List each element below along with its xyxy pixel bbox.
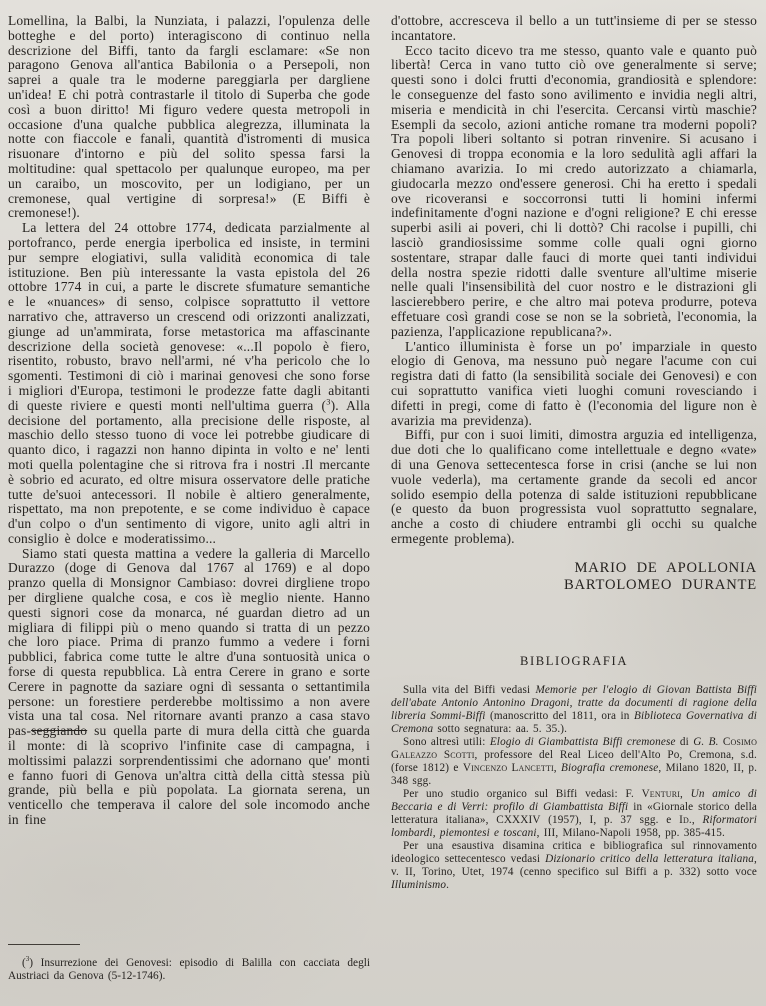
- paragraph: Ecco tacito dicevo tra me stesso, quanto vale e quanto può libertà! Cerca in vano tutto ciò ove generalmente si serve; questi sono i dolci frutti d'economia, grandiosità e splendore: le conseguenze del fasto sono avilimento e invidia negli altri, miseria e mendicità in chi l'esercita. Cercansi virtù maschie? Esempli da secolo, azioni antiche romane tra moderni popoli? Tra popoli liberi soltanto si potran rinvenire. Si acusano i Genovesi di troppa economia e la loro sedulità agli affari la chiamano avarizia. Io mi credo autorizzato a chiamarla, giudocarla mezzo ond'essere generosi. Chi ha eretto i spedali ove ricoveransi e soccorronsi tutti li homini infermi indefinitamente d'ogni nazione e d'ogni religione? E chi eresse superbi asili ai poveri, chi li dottò? Chi racolse i pupilli, chi lasciò grandiosissime somme colle quali ogni giorno sostentare, strapar dalle fauci di morte quei tanti individui della nostra spezie ridotti dalle sventure all'ultime miserie nelle quali l'insensibilità del cuor nostro e le distrazioni gli lascierebbero perire, e che altro mai poteva produrre, poteva effetuare così grandi cose se non se la sobrietà, l'economia, la pazienza, l'applicazione republicana?».: [391, 42, 757, 339]
- left-text-column: [8, 14, 370, 828]
- footnote-divider: [8, 944, 80, 945]
- bibliography-list: [391, 684, 757, 892]
- bibliography-heading: BIBLIOGRAFIA: [519, 653, 629, 668]
- paragraph: Siamo stati questa mattina a vedere la galleria di Marcello Durazzo (doge di Genova dal 1767 al 1769) e al dopo pranzo quella di Monsignor Cambiaso: dovrei dirgliene tropo per dirgliene qualche cosa, e cos ìè meglio niente. Hanno questi signori cose da monarca, né guardan dietro ad un migliara di filippi più o meno quando si tratta di un pezzo che loro piace. Prima di pranzo fummo a vedere i forni pubblici, fabrica come tutte le altre d'una sontuosità unica o forse di questa repubblica. Là entra Cerere in grano e sorte Cerere in pagnotte da saziare ogni dì sessanta o settantimila persone: un forestiere perderebbe moltissimo a non avere vista una tal cosa. Nel ritornare avanti pranzo a casa stavo pas-seggiando su quella parte di mura della città che guarda il monte: di là scoprivo l'infinite case di campagna, i moltissimi palazzi sorprendentissimi che adornano que' monti e fanno fuori di Genova un'altra città della città stessa più grande, più bella e più popolata. La giornata serena, un venticello che temperava il calore del sole incomodo anche in fine: [8, 545, 370, 828]
- paragraph: d'ottobre, accresceva il bello a un tutt'insieme di per se stesso incantatore.: [391, 13, 757, 43]
- paragraph: L'antico illuminista è forse un po' imparziale in questo elogio di Genova, ma nessuno può negare l'acume con cui registra dati di fatto (la sensibilità sociale dei Genovesi) e con cui soprattutto vanifica vieti luoghi comuni rovesciando i difetti in pregi, come di fatto è (l'economia del ligure non è avarizia ma previdenza).: [391, 338, 757, 428]
- bibliography-entry: Sulla vita del Biffi vedasi Memorie per l'elogio di Giovan Battista Biffi dell'abate Antonio Antonino Dragoni, tratte da documenti di ragione della libreria Sommi-Biffi (manoscritto del 1811, ora in Biblioteca Governativa di Cremona sotto segnatura: aa. 5. 35.).: [391, 684, 757, 736]
- bibliography-entry: Per uno studio organico sul Biffi vedasi: F. Venturi, Un amico di Beccaria e di Verri: profilo di Giambattista Biffi in «Giornale storico della letteratura italiana», CXXXIV (1957), I, p. 37 sgg. e Id., Riformatori lombardi, piemontesi e toscani, III, Milano-Napoli 1958, pp. 385-415.: [391, 788, 758, 840]
- paragraph: Biffi, pur con i suoi limiti, dimostra arguzia ed intelligenza, due doti che lo qualificano come intellettuale e degno «vate» di una Genova settecentesca forse in crisi (anche se lui non vuole vederla), ma certamente grande da secoli ed ancor solido esempio della potenza di salde istituzioni repubblicane (e questo da buon progressista vuol soprattutto segnalare, anche a costo di chiudere entrambi gli occhi su qualche ermegente problema).: [391, 427, 757, 546]
- author-name: BARTOLOMEO DURANTE: [564, 576, 757, 593]
- bibliography-entry: Per una esaustiva disamina critica e bibliografica sul rinnovamento ideologico settecentesco vedasi Dizionario critico della letteratura italiana, v. II, Torino, Utet, 1974 (cenno specifico sul Biffi a p. 332) sotto voce Illuminismo.: [391, 840, 757, 892]
- footnote-text: ($^3$) Insurrezione dei Genovesi: episodio di Balilla con cacciata degli Austriaci da Genova (5-12-1746).: [8, 955, 370, 983]
- paragraph: Lomellina, la Balbi, la Nunziata, i palazzi, l'opulenza delle botteghe e del porto) interagiscono di continuo nella descrizione del Biffi, tanto da fargli esclamare: «Se non paragono Genova all'antica Babilonia o a Persepoli, non saprei a quale tra le moderne pareggiarla per dargliene un'idea! E chi potrà contrastarle il titolo di Superba che gode così a buon diritto! Mi figuro vedere questa metropoli in occasione d'una qualche pubblica alegrezza, illuminata la notte con fiaccole e fanali, quantità d'istromenti di musica risuonare d'intorno e più del solito spessa farsi la moltitudine: qual spettacolo per qualunque europeo, ma per un caraibo, un moscovito, per un lodigiano, per un cremonese, qual vertigine di sorpresa!» (E Biffi è cremonese!).: [8, 13, 370, 221]
- right-text-column: [391, 14, 757, 892]
- author-names: [391, 560, 757, 594]
- bibliography-entry: Sono altresì utili: Elogio di Giambattista Biffi cremonese di G. B. Cosimo Galeazzo Scotti, professore del Real Liceo dell'Alto Po, Cremona, s.d. (forse 1812) e Vincenzo Lancetti, Biografia cremonese, Milano 1820, II, p. 348 sgg.: [391, 736, 758, 788]
- footnote-block: [8, 944, 370, 983]
- paragraph: La lettera del 24 ottobre 1774, dedicata parzialmente al portofranco, perde energia iperbolica ed insiste, in termini pur sempre elogiativi, sulla validità economica di tale istituzione. Ben più interessante la vasta epistola del 26 ottobre 1774 in cui, a parte le discrete sfumature semantiche e le «nuances» di senso, colpisce soprattutto il vettore narrativo che, attraverso un crescend odi orizzonti analizzati, giunge ad un'ammirata, forse metastorica ma affascinante descrizione della società genovese: «...Il popolo è fiero, risentito, robusto, bravo nell'armi, né v'ha pericolo che lo sgomenti. Testimoni di ciò i marinai genovesi che sono forse i migliori d'Europa, testimoni le prodezze fatte dagli abitanti di queste riviere e questi monti nell'ultima guerra ($^3$). Alla decisione del portamento, alla precisione delle risposte, al maschio dello stesso tuono di voce lei potrebbe giudicare di quanto dico, i ragazzi non hanno dipinta in volto e ne' lenti moti quella polentagine che si ritrova fra i nostri .Il mercante è sobrio ed acurato, ed oltre misura osservatore delle pratiche tutte de'suoi antecessori. Il nobile è altiero generalmente, rispettato, ma non prepotente, e se come individuo è capace d'un colpo o d'un sentimento di vigore, unito agli altri in consiglio è dolce e moderatissimo...: [8, 220, 371, 546]
- author-name: MARIO DE APOLLONIA: [574, 559, 757, 576]
